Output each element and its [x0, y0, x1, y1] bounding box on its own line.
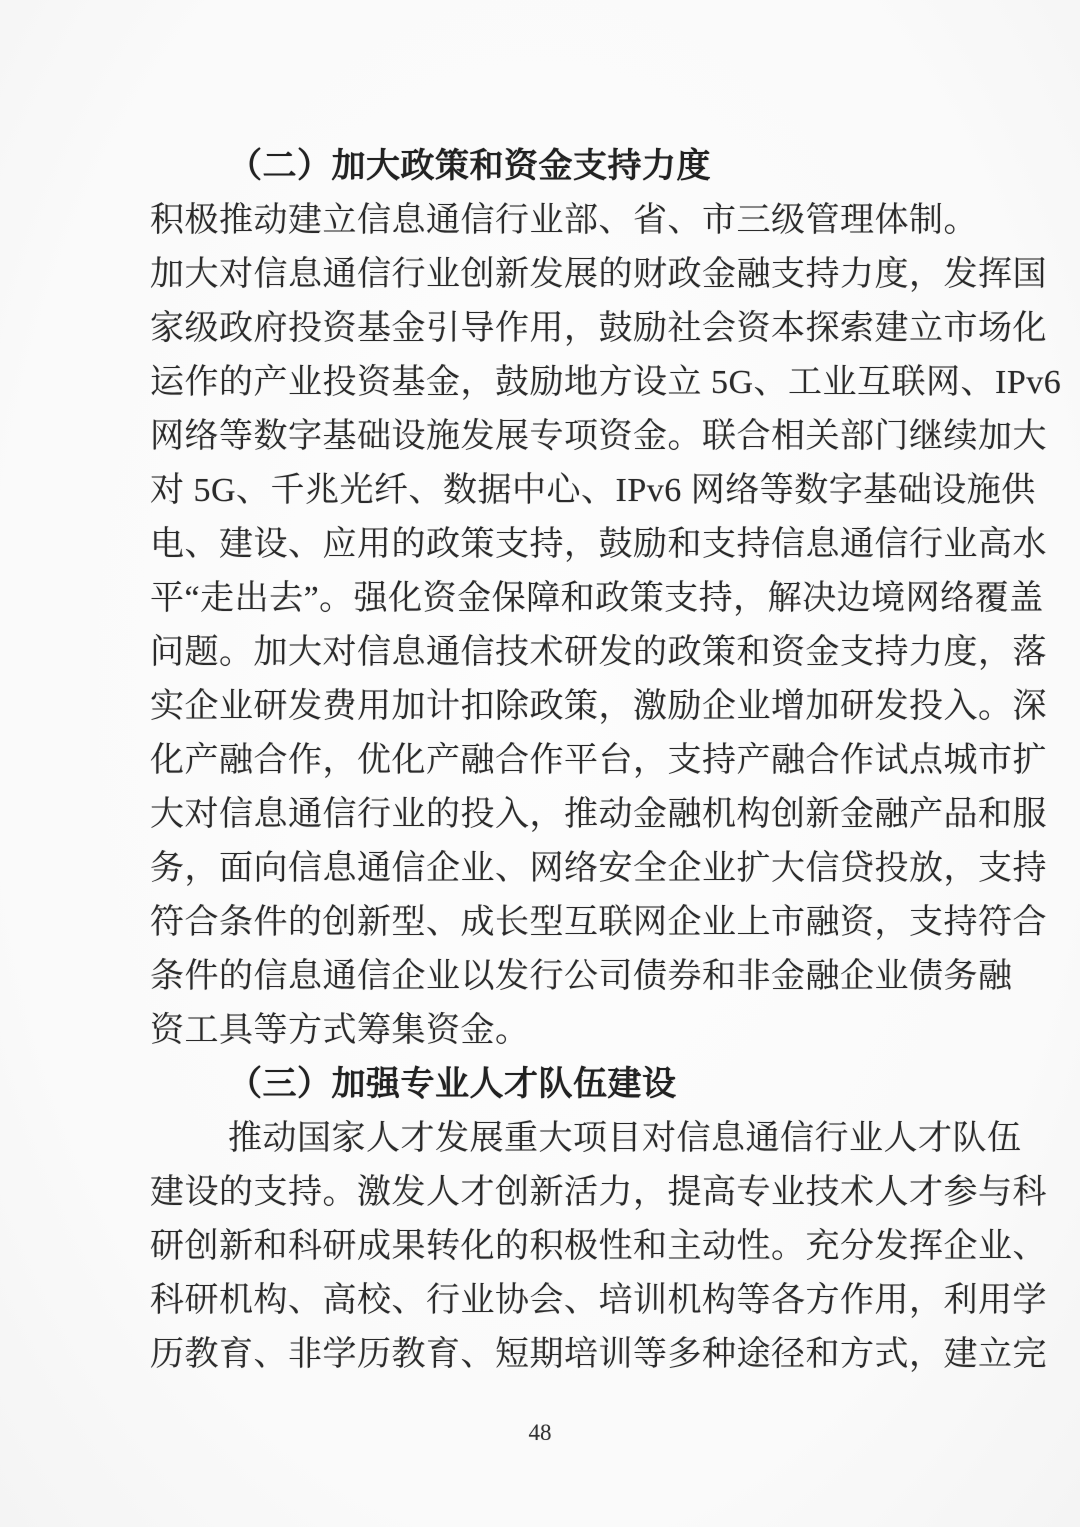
text-line: 科研机构、高校、行业协会、培训机构等各方作用，利用学	[150, 1282, 1047, 1319]
text-line: 推动国家人才发展重大项目对信息通信行业人才队伍	[228, 1120, 1022, 1157]
text-line: 务，面向信息通信企业、网络安全企业扩大信贷投放，支持	[150, 850, 1047, 887]
text-line: 对 5G、千兆光纤、数据中心、IPv6 网络等数字基础设施供	[150, 472, 1036, 509]
text-line: 问题。加大对信息通信技术研发的政策和资金支持力度，落	[150, 634, 1047, 671]
text-line: 平“走出去”。强化资金保障和政策支持，解决边境网络覆盖	[150, 580, 1044, 617]
section-heading: （二）加大政策和资金支持力度	[228, 148, 711, 185]
text-line: 积极推动建立信息通信行业部、省、市三级管理体制。	[150, 202, 978, 239]
text-line: 研创新和科研成果转化的积极性和主动性。充分发挥企业、	[150, 1228, 1047, 1265]
text-line: 化产融合作，优化产融合作平台，支持产融合作试点城市扩	[150, 742, 1047, 779]
text-line: 家级政府投资基金引导作用，鼓励社会资本探索建立市场化	[150, 310, 1047, 347]
text-line: 大对信息通信行业的投入，推动金融机构创新金融产品和服	[150, 796, 1047, 833]
text-line: 资工具等方式筹集资金。	[150, 1012, 530, 1049]
page-number: 48	[528, 1420, 552, 1445]
text-line: 历教育、非学历教育、短期培训等多种途径和方式，建立完	[150, 1336, 1047, 1373]
text-line: 电、建设、应用的政策支持，鼓励和支持信息通信行业高水	[150, 526, 1047, 563]
text-line: 运作的产业投资基金，鼓励地方设立 5G、工业互联网、IPv6	[150, 364, 1062, 401]
text-line: 建设的支持。激发人才创新活力，提高专业技术人才参与科	[150, 1174, 1047, 1211]
text-line: 网络等数字基础设施发展专项资金。联合相关部门继续加大	[150, 418, 1047, 455]
text-line: 实企业研发费用加计扣除政策，激励企业增加研发投入。深	[150, 688, 1047, 725]
document-text-block	[150, 140, 1062, 1382]
text-line: 条件的信息通信企业以发行公司债券和非金融企业债务融	[150, 958, 1013, 995]
section-heading: （三）加强专业人才队伍建设	[228, 1066, 677, 1103]
text-line: 符合条件的创新型、成长型互联网企业上市融资，支持符合	[150, 904, 1047, 941]
text-line: 加大对信息通信行业创新发展的财政金融支持力度，发挥国	[150, 256, 1047, 293]
